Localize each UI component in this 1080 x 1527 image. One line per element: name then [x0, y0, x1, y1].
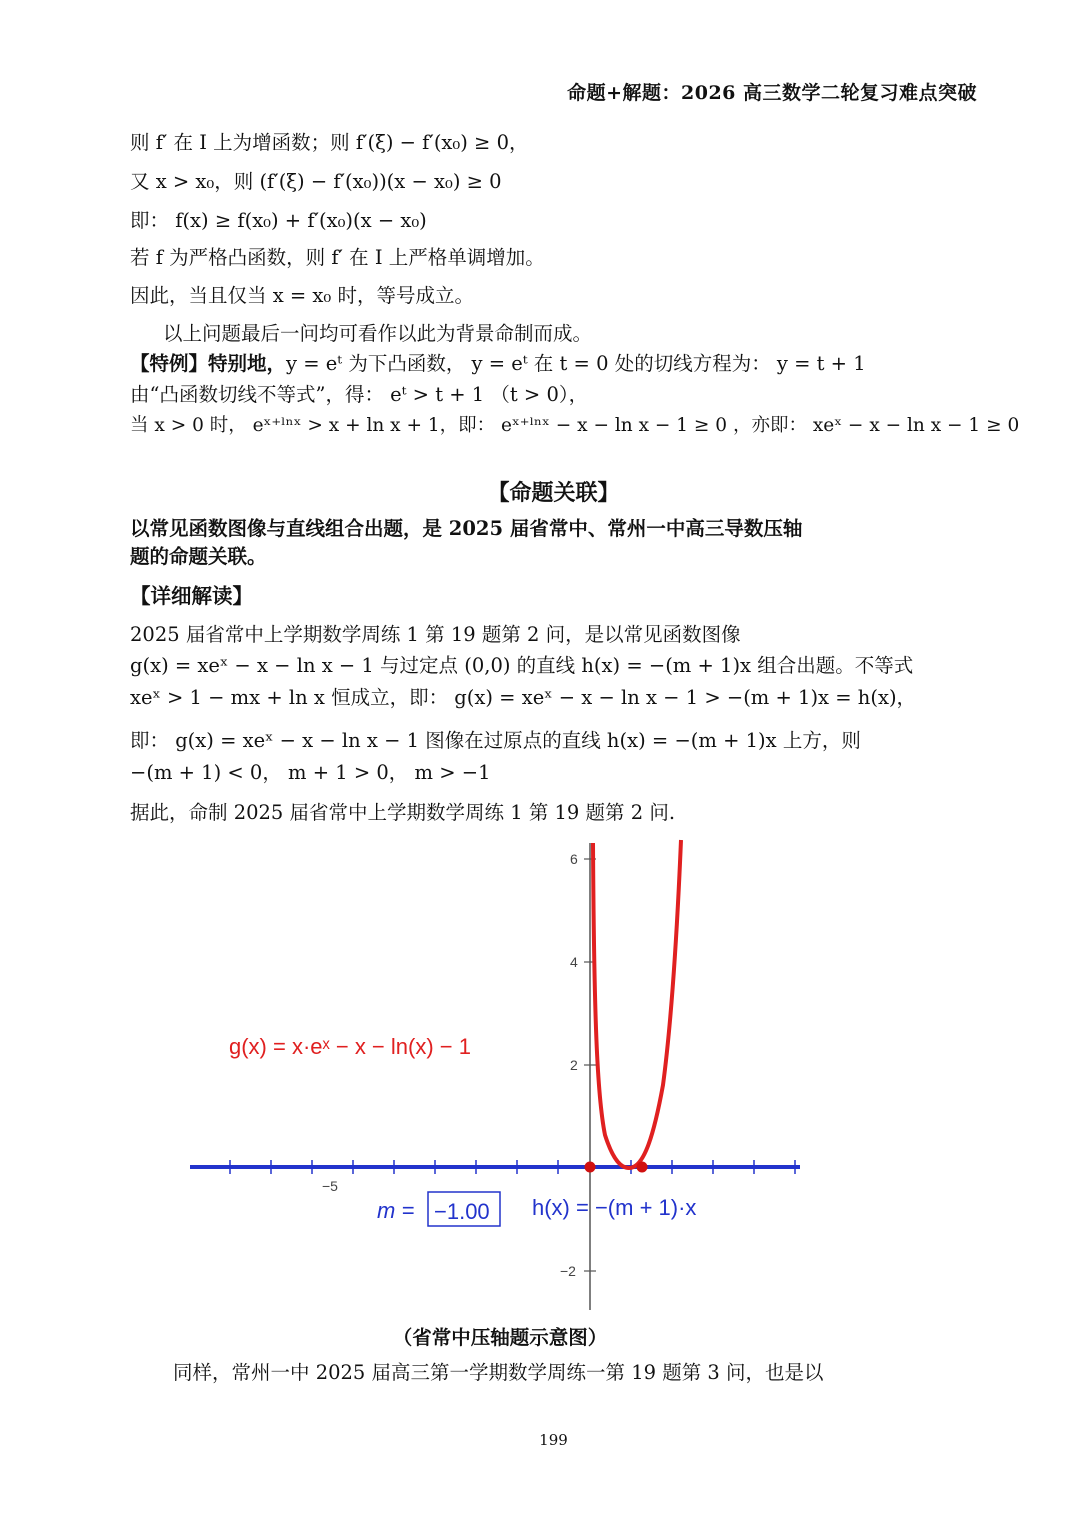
page-number: 199: [539, 1431, 568, 1449]
proof-line-4: 若 f 为严格凸函数，则 f′ 在 I 上严格单调增加。: [130, 246, 545, 269]
special-case-line-2: 由“凸函数切线不等式”，得： eᵗ > t + 1 （t > 0），: [130, 383, 589, 406]
section-summary-1: 以常见函数图像与直线组合出题，是 2025 届省常中、常州一中高三导数压轴: [130, 517, 803, 540]
special-case-label: 【特例】特别地，: [130, 352, 287, 375]
y-tick-label-2: 2: [570, 1057, 578, 1073]
page-header: 命题+解题：2026 高三数学二轮复习难点突破: [567, 82, 977, 104]
m-value: −1.00: [434, 1199, 490, 1224]
detail-line-3: xeˣ > 1 − mx + ln x 恒成立，即： g(x) = xeˣ − x − ln x − 1 > −(m + 1)x = h(x)，: [130, 686, 917, 709]
special-case-text: y = eᵗ 为下凸函数， y = eᵗ 在 t = 0 处的切线方程为： y = t + 1: [286, 352, 866, 375]
section-title: 【命题关联】: [487, 480, 620, 506]
section-summary-2: 题的命题关联。: [130, 545, 267, 568]
paragraph-1: 以上问题最后一问均可看作以此为背景命制而成。: [163, 322, 593, 345]
special-case-line-3: 当 x > 0 时， eˣ⁺ˡⁿˣ > x + ln x + 1，即： eˣ⁺ˡⁿˣ − x − ln x − 1 ≥ 0 ，亦即： xeˣ − x − ln x − 1 ≥ 0: [130, 415, 1020, 436]
proof-line-3: 即： f(x) ≥ f(x₀) + f′(x₀)(x − x₀): [130, 209, 427, 232]
x-tick-label-neg5: −5: [322, 1178, 338, 1194]
proof-line-1: 则 f′ 在 I 上为增函数；则 f′(ξ) − f′(x₀) ≥ 0，: [130, 131, 529, 154]
section-subheading: 【详细解读】: [130, 584, 253, 608]
g-label: g(x) = x·eˣ − x − ln(x) − 1: [229, 1034, 471, 1059]
figure-caption: （省常中压轴题示意图）: [392, 1326, 608, 1349]
y-tick-label-4: 4: [570, 954, 578, 970]
detail-line-1: 2025 届省常中上学期数学周练 1 第 19 题第 2 问，是以常见函数图像: [130, 623, 741, 646]
closing-line: 同样，常州一中 2025 届高三第一学期数学周练一第 19 题第 3 问，也是以: [173, 1361, 824, 1384]
point-root: [637, 1162, 648, 1173]
g-curve: [593, 840, 681, 1168]
y-tick-label-neg2: −2: [560, 1263, 576, 1279]
function-graph: [185, 835, 805, 1315]
detail-line-2: g(x) = xeˣ − x − ln x − 1 与过定点 (0,0) 的直线 h(x) = −(m + 1)x 组合出题。不等式: [130, 654, 914, 677]
detail-line-4: 即： g(x) = xeˣ − x − ln x − 1 图像在过原点的直线 h(x) = −(m + 1)x 上方，则: [130, 729, 861, 752]
point-origin: [585, 1162, 596, 1173]
detail-line-5: −(m + 1) < 0， m + 1 > 0， m > −1: [130, 761, 491, 784]
proof-line-5: 因此，当且仅当 x = x₀ 时，等号成立。: [130, 284, 474, 307]
detail-line-6: 据此，命制 2025 届省常中上学期数学周练 1 第 19 题第 2 问.: [130, 801, 676, 824]
special-case-line-1: [130, 350, 866, 378]
h-label: h(x) = −(m + 1)·x: [532, 1195, 697, 1220]
y-tick-label-6: 6: [570, 851, 578, 867]
m-label: m =: [377, 1198, 415, 1223]
proof-line-2: 又 x > x₀，则 (f′(ξ) − f′(x₀))(x − x₀) ≥ 0: [130, 170, 502, 193]
